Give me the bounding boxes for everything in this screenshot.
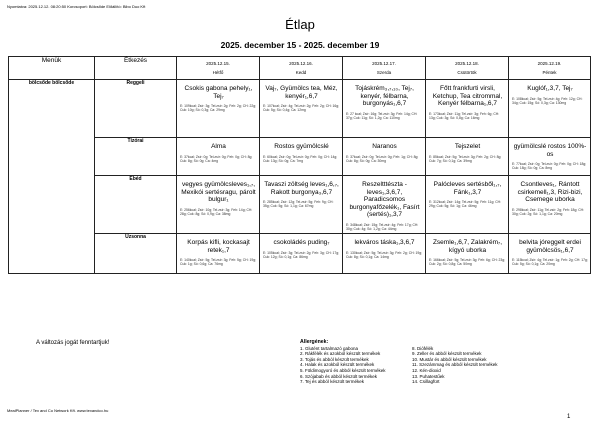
table-row xyxy=(9,176,591,234)
table-row xyxy=(9,138,591,176)
dish-name: Csontleves₁, Rántott csirkemell₁,3, Rizi-bizi, Csemege uborka xyxy=(517,181,583,203)
menu-cell xyxy=(426,176,509,234)
dish-name: Naranos xyxy=(372,143,397,150)
menu-cell xyxy=(426,138,509,176)
nutrition-info: E: 130kcal; Zsír: 5g; Tel.zsír: 3g; Feh: 2g; CH: 19g; Cuk: 8g; Só: 0,1g; Ca: 14mg xyxy=(346,250,423,259)
allergen-item: 1. Glutént tartalmazó gabona xyxy=(300,345,359,351)
dish-name: Csokis gabona pehely₁, Tej₇ xyxy=(184,85,253,100)
allergen-item: 7. Tej és abból készült termékek xyxy=(300,379,364,385)
menu-cell xyxy=(260,138,343,176)
meal-name-cell: Reggeli xyxy=(95,80,177,138)
dish-name: csokoládés puding₇ xyxy=(273,239,330,246)
footer-credit: MealPlanner / Tex and Co Network Kft. www.texandco.hu xyxy=(7,408,109,413)
dish-name: Tejszelet xyxy=(454,143,481,150)
nutrition-info: E: 166kcal; Zsír: 5g; Tel.zsír: 3g; Feh: 6g; CH: 23g; Cuk: 2g; Só: 0,8g; Ca: 50mg xyxy=(429,258,506,267)
nutrition-info: E: 348kcal; Zsír: 15g; Tel.zsír: 4g; Feh: 17g; CH: 30g; Cuk: 4g; Só: 1,2g; Ca: 44mg xyxy=(346,222,419,231)
allergen-item: 4. Halak és azokból készült termékek xyxy=(300,362,375,368)
day-date: 2025.12.16. xyxy=(289,61,313,66)
dish-name: Kuglóf₁,3,7, Tej₇ xyxy=(527,85,573,92)
menu-cell xyxy=(177,234,260,274)
allergen-item: 10. Mustár és abból készült termékek xyxy=(412,356,487,362)
day-date: 2025.12.18. xyxy=(455,61,479,66)
day-date: 2025.12.15. xyxy=(206,61,230,66)
day-header xyxy=(343,57,426,80)
dish-name: Alma xyxy=(211,143,226,150)
nutrition-info: E: 27 kcal; Zsír: 16g; Tel.zsír: 3g; Feh: 14g; CH: 37g; Cuk: 11g; Só: 1,2g; Ca: 110mg xyxy=(346,111,418,120)
nutrition-info: E: 37kcal; Zsír: 0g; Tel.zsír: 0g; Feh: 1g; CH: 8g; Cuk: 8g; Só: 0g; Ca: 30mg xyxy=(346,154,419,163)
dish-name: Palócleves sertésből₁,₇, Fánk₁,3,7 xyxy=(433,181,502,196)
dish-name: Rostos gyümölcslé xyxy=(274,143,329,150)
day-header xyxy=(426,57,509,80)
nutrition-info: E: 109kcal; Zsír: 3g; Tel.zsír: 2g; Feh: 2g; CH: 22g; Cuk: 10g; Só: 0,3g; Ca: 29mg xyxy=(180,104,257,113)
allergen-column xyxy=(300,346,400,385)
table-header-row xyxy=(9,57,591,80)
dish-name: Tavaszi zöltség leves₁,6,₇, Rakott burgonya₃,6,7 xyxy=(264,181,339,196)
page-title: Étlap xyxy=(285,17,315,32)
page-number: 1 xyxy=(567,414,571,420)
day-header xyxy=(509,57,591,80)
week-period: 2025. december 15 - 2025. december 19 xyxy=(220,40,380,50)
day-name: Kedd xyxy=(295,70,307,75)
table-row xyxy=(9,80,591,138)
day-name: Szerda xyxy=(376,70,392,75)
dish-name: gyümölcslé rostos 100%-os xyxy=(513,143,587,158)
day-header xyxy=(177,57,260,80)
nutrition-info: E: 173kcal; Zsír: 11g; Tel.zsír: 3g; Feh: 6g; CH: 13g; Cuk: 3g; Só: 0,8g; Ca: 16mg xyxy=(429,111,500,120)
menu-cell xyxy=(343,80,426,138)
menu-cell xyxy=(343,176,426,234)
col-header-meal: Étkezés xyxy=(95,57,177,80)
allergen-legend xyxy=(300,340,512,385)
menu-cell xyxy=(509,234,591,274)
allergen-item: 6. Szójabab és abból készült termékek xyxy=(300,373,378,379)
meal-name-cell: Tízórai xyxy=(95,138,177,176)
menu-cell xyxy=(426,80,509,138)
print-header: Nyomtatva: 2025.12.12. 08:20:50 Korcsoport: Bölcsőde Előállító: Bibo Duo Kft xyxy=(7,4,146,9)
meal-name-cell: Ebéd xyxy=(95,176,177,234)
meal-name-cell: Uzsonna xyxy=(95,234,177,274)
allergen-item: 14. Csillagfürt xyxy=(412,379,440,385)
menu-cell xyxy=(343,234,426,274)
allergen-item: 9. Zeller és abból készült termékek xyxy=(412,351,482,357)
dish-name: Főtt frankfurti virsli, Ketchup, Tea citrommal, Kenyér félbarna₁,6,7 xyxy=(432,85,503,107)
menu-cell xyxy=(509,138,591,176)
menu-cell xyxy=(260,176,343,234)
nutrition-info: E: 312kcal; Zsír: 14g; Tel.zsír: 5g; Feh: 11g; CH: 29g; Cuk: 5g; Só: 1g; Ca: 46mg xyxy=(429,200,502,209)
menu-cell xyxy=(260,80,343,138)
menu-cell xyxy=(426,234,509,274)
day-name: Csütörtök xyxy=(457,70,477,75)
menu-cell xyxy=(343,138,426,176)
dish-name: Reszeltttészta - leves₁,3,6,7, Paradicsomos burgonyafőzelék₁, Fasírt (sertés)₁,3,7 xyxy=(349,181,420,218)
allergen-item: 11. Szezámmag és abból készült termékek xyxy=(412,362,498,368)
day-name: Hétfő xyxy=(212,70,224,75)
allergen-item: 5. Földimogyoró és abból készült termékek xyxy=(300,367,386,373)
nutrition-info: E: 256kcal; Zsír: 10g; Tel.zsír: 3g; Feh: 14g; CH: 28g; Cuk: 8g; Só: 0,9g; Ca: 38mg xyxy=(180,207,253,216)
nutrition-info: E: 85kcal; Zsír: 5g; Tel.zsír: 3g; Feh: 2g; CH: 8g; Cuk: 7g; Só: 0,1g; Ca: 39mg xyxy=(429,154,502,163)
day-header xyxy=(260,57,343,80)
menu-cell xyxy=(260,234,343,274)
nutrition-info: E: 37kcal; Zsír: 0g; Tel.zsír: 0g; Feh: 0g; CH: 8g; Cuk: 8g; Só: 0g; Ca: 4mg xyxy=(180,154,253,163)
nutrition-info: E: 285kcal; Zsír: 12g; Tel.zsír: 5g; Feh: 9g; CH: 35g; Cuk: 5g; Só: 1,1g; Ca: 67mg xyxy=(263,200,334,209)
menu-cell xyxy=(509,176,591,234)
nutrition-info: E: 105kcal; Zsír: 3g; Tel.zsír: 2g; Feh: 3g; CH: 17g; Cuk: 12g; Só: 0,1g; Ca: 86mg xyxy=(263,250,340,259)
dish-name: lekváros táska₁,3,6,7 xyxy=(354,239,415,246)
day-date: 2025.12.19. xyxy=(537,61,562,66)
dish-name: Vaj₇, Gyümölcs tea, Méz, kenyér₁,6,7 xyxy=(265,85,338,100)
nutrition-info: E: 77kcal; Zsír: 0g; Tel.zsír: 0g; Feh: 0g; CH: 18g; Cuk: 18g; Só: 0g; Ca: 8mg xyxy=(512,162,587,171)
menu-cell xyxy=(177,80,260,138)
dish-name: belvita jóreggelt erdei gyümölcsös₁,6,7 xyxy=(519,239,581,254)
dish-name: Zsemle₁,6,7, Zalakrém₇, kígyó uborka xyxy=(432,239,503,254)
nutrition-info: E: 140kcal; Zsír: 5g; Tel.zsír: 3g; Feh: 5g; CH: 19g; Cuk: 1g; Só: 0,6g; Ca: 76mg xyxy=(180,258,257,267)
col-header-menu: Menük xyxy=(9,57,95,80)
menu-table xyxy=(8,56,591,274)
nutrition-info: E: 298kcal; Zsír: 11g; Tel.zsír: 2g; Feh: 18g; CH: 30g; Cuk: 2g; Só: 1,1g; Ca: 20mg xyxy=(512,207,585,216)
allergen-title: Allergének: xyxy=(300,339,329,345)
nutrition-info: E: 108kcal; Zsír: 5g; Tel.zsír: 4g; Feh: 12g; CH: 34g; Cuk: 15g; Só: 0,3g; Ca: 130mg xyxy=(512,96,583,105)
allergen-item: 12. Kén-dioxid xyxy=(412,367,441,373)
menu-cell xyxy=(177,138,260,176)
menu-cell xyxy=(509,80,591,138)
nutrition-info: E: 115kcal; Zsír: 4g; Tel.zsír: 1g; Feh: 2g; CH: 17g; Cuk: 5g; Só: 0,1g; Ca: 20mg xyxy=(512,258,588,267)
allergen-item: 13. Puhatestűek xyxy=(412,373,445,379)
disclaimer-note: A változás jogát fenntartjuk! xyxy=(36,340,110,346)
allergen-item: 2. Rákfélék és azokból készült termékek xyxy=(300,351,381,357)
table-row xyxy=(9,234,591,274)
nutrition-info: E: 60kcal; Zsír: 0g; Tel.zsír: 0g; Feh: 0g; CH: 14g; Cuk: 13g; Só: 0g; Ca: 7mg xyxy=(263,154,338,163)
dish-name: vegyes gyümölcsleves₁,₇, Mexikói sertésragu, párolt bulgur₁ xyxy=(181,181,256,203)
menu-cell xyxy=(177,176,260,234)
nutrition-info: E: 107kcal; Zsír: 4g; Tel.zsír: 2g; Feh: 2g; CH: 16g; Cuk: 5g; Só: 0,4g; Ca: 12mg xyxy=(263,104,340,113)
dish-name: Tojáskrém₃,₇,₁₀, Tej₇, kenyér, félbarna, burgonyás₁,6,7 xyxy=(355,85,414,107)
allergen-column xyxy=(412,346,512,385)
dish-name: Korpás kifli, kockasajt retek₁,7 xyxy=(187,239,250,254)
allergen-item: 8. Diófélék xyxy=(412,345,434,351)
day-date: 2025.12.17. xyxy=(372,61,396,66)
day-name: Péntek xyxy=(542,70,557,75)
allergen-item: 3. Tojás és abból készült termékek xyxy=(300,356,369,362)
menu-name-cell: bölcsőde bölcsőde xyxy=(9,80,95,274)
